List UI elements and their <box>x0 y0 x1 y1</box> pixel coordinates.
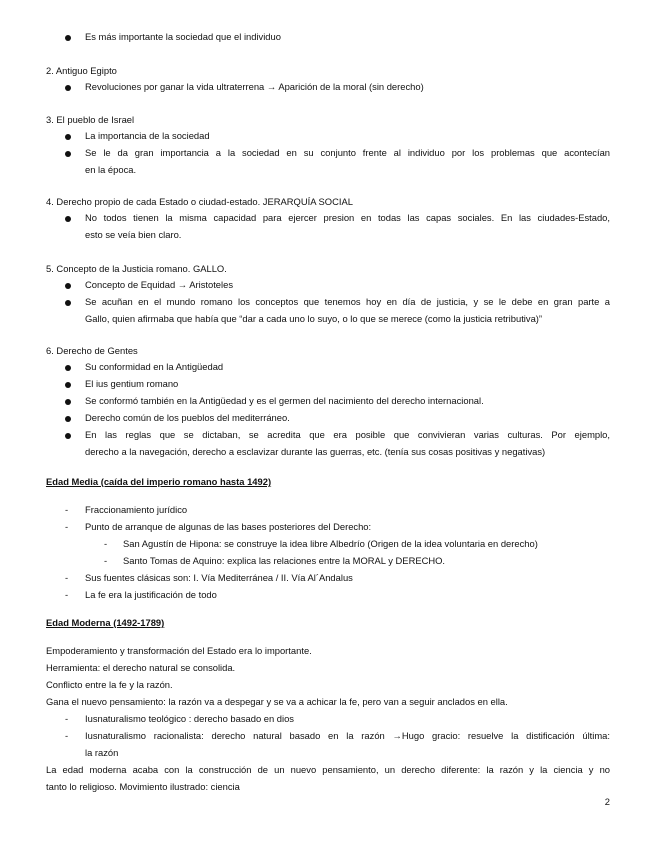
bullet-icon <box>65 416 71 422</box>
list-item: En las reglas que se dictaban, se acredita que era posible que convivieran varias culturas. Por ejemplo, <box>85 429 610 440</box>
bullet-icon <box>65 399 71 405</box>
paragraph: Gana el nuevo pensamiento: la razón va a despegar y se va a achicar la fe, pero van a seguir anclados en ella. <box>46 696 508 707</box>
dash-icon: - <box>65 730 69 741</box>
list-item: La importancia de la sociedad <box>85 130 210 141</box>
paragraph: Empoderamiento y transformación del Estado era lo importante. <box>46 645 312 656</box>
dash-icon: - <box>104 538 108 549</box>
dash-icon: - <box>65 521 69 532</box>
list-item: La fe era la justificación de todo <box>85 589 217 600</box>
list-item-continuation: esto se veía bien claro. <box>85 229 182 240</box>
bullet-icon <box>65 300 71 306</box>
list-item-continuation: la razón <box>85 747 119 758</box>
list-item-continuation: en la época. <box>85 164 137 175</box>
paragraph: Herramienta: el derecho natural se consolida. <box>46 662 236 673</box>
section-heading: 3. El pueblo de Israel <box>46 114 135 125</box>
section-heading: 5. Concepto de la Justicia romano. GALLO. <box>46 263 227 274</box>
paragraph-continuation: tanto lo religioso. Movimiento ilustrado: ciencia <box>46 781 240 792</box>
paragraph: La edad moderna acaba con la construcción de un nuevo pensamiento, un derecho diferente: la razón y la ciencia y no <box>46 764 610 775</box>
list-item: Iusnaturalismo teológico : derecho basado en dios <box>85 713 294 724</box>
list-item: Se le da gran importancia a la sociedad en su conjunto frente al individuo por los problemas que acontecían <box>85 147 610 158</box>
list-item: Se acuñan en el mundo romano los conceptos que tenemos hoy en día de justicia, y se le debe en gran parte a <box>85 296 610 307</box>
bullet-icon <box>65 433 71 439</box>
list-item: Derecho común de los pueblos del mediterráneo. <box>85 412 290 423</box>
list-item: Revoluciones por ganar la vida ultraterrena → Aparición de la moral (sin derecho) <box>85 81 424 92</box>
section-heading: Edad Moderna (1492-1789) <box>46 617 165 628</box>
bullet-icon <box>65 283 71 289</box>
section-heading: 6. Derecho de Gentes <box>46 345 138 356</box>
sub-list-item: San Agustín de Hipona: se construye la idea libre Albedrío (Origen de la idea voluntaria en derecho) <box>123 538 538 549</box>
list-item: Punto de arranque de algunas de las bases posteriores del Derecho: <box>85 521 372 532</box>
bullet-icon <box>65 35 71 41</box>
list-item: El ius gentium romano <box>85 378 179 389</box>
paragraph: Conflicto entre la fe y la razón. <box>46 679 173 690</box>
bullet-icon <box>65 85 71 91</box>
sub-list-item: Santo Tomas de Aquino: explica las relaciones entre la MORAL y DERECHO. <box>123 555 446 566</box>
bullet-icon <box>65 382 71 388</box>
dash-icon: - <box>65 589 69 600</box>
bullet-icon <box>65 216 71 222</box>
dash-icon: - <box>65 504 69 515</box>
section-heading: Edad Media (caída del imperio romano hasta 1492) <box>46 476 272 487</box>
dash-icon: - <box>104 555 108 566</box>
page-number: 2 <box>604 796 610 807</box>
section-heading: 2. Antiguo Egipto <box>46 65 117 76</box>
list-item: Es más importante la sociedad que el individuo <box>85 31 281 42</box>
dash-icon: - <box>65 713 69 724</box>
list-item-continuation: Gallo, quien afirmaba que había que “dar a cada uno lo suyo, o lo que se merece (como la justicia retributiva)” <box>85 313 543 324</box>
bullet-icon <box>65 134 71 140</box>
list-item: Iusnaturalismo racionalista: derecho natural basado en la razón →Hugo gracio: resuelve la distificación última: <box>85 730 610 741</box>
list-item: Fraccionamiento jurídico <box>85 504 188 515</box>
bullet-icon <box>65 365 71 371</box>
list-item: Sus fuentes clásicas son: I. Vía Mediterránea / II. Vía Al´Andalus <box>85 572 353 583</box>
section-heading: 4. Derecho propio de cada Estado o ciudad-estado. JERARQUÍA SOCIAL <box>46 196 353 207</box>
list-item: Concepto de Equidad → Aristoteles <box>85 279 234 290</box>
list-item: No todos tienen la misma capacidad para ejercer presion en todas las capas sociales. En las ciudades-Estado, <box>85 212 610 223</box>
list-item: Su conformidad en la Antigüedad <box>85 361 224 372</box>
dash-icon: - <box>65 572 69 583</box>
list-item: Se conformó también en la Antigüedad y es el germen del nacimiento del derecho internacional. <box>85 395 484 406</box>
list-item-continuation: derecho a la navegación, derecho a esclavizar durante las guerras, etc. (tenía sus cosas positivas y negativas) <box>85 446 546 457</box>
bullet-icon <box>65 151 71 157</box>
